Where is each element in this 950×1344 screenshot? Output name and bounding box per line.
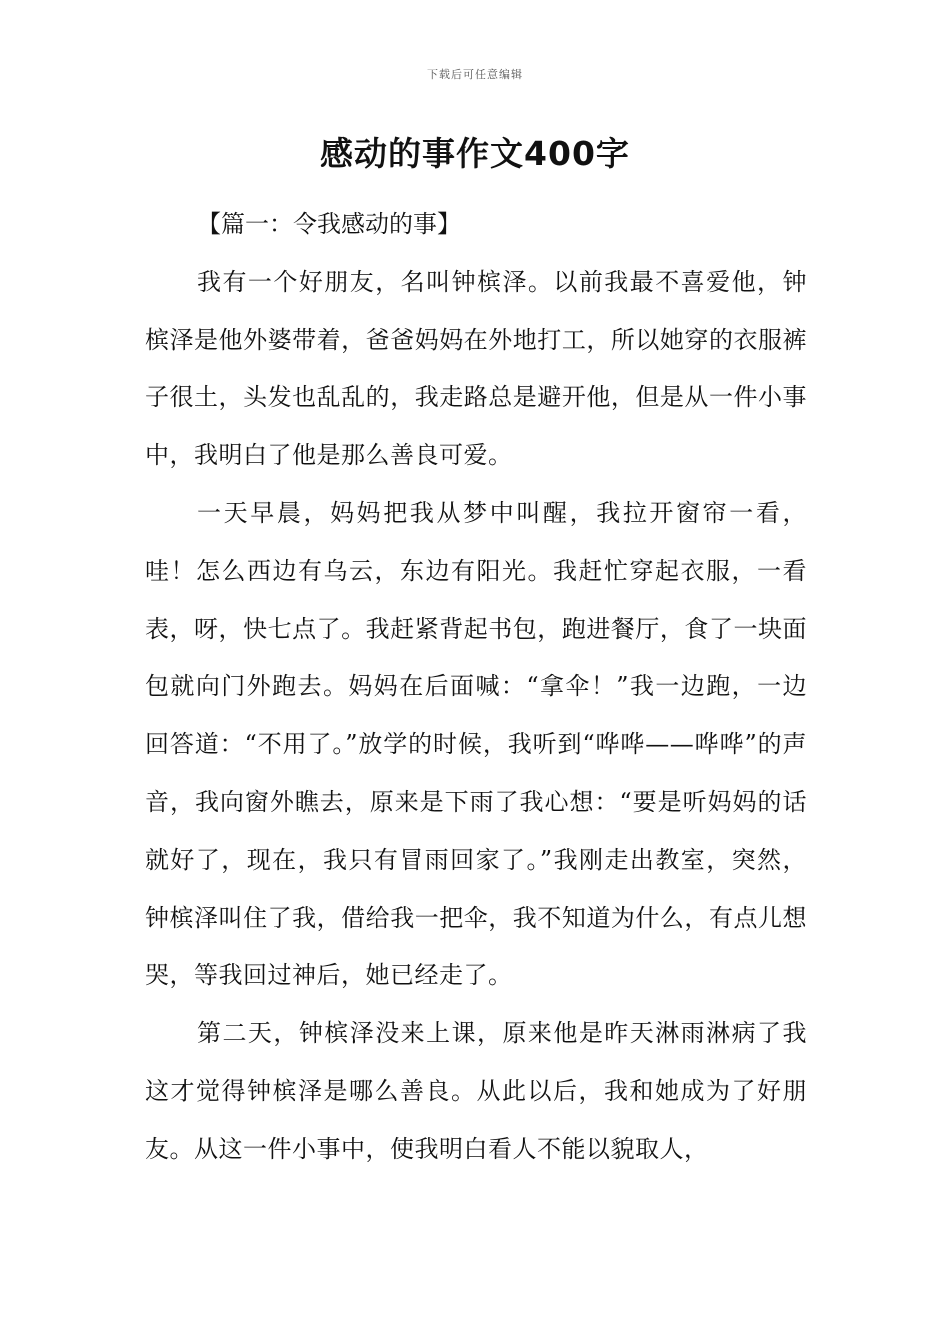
section-heading: 【篇一：令我感动的事】 <box>197 210 461 238</box>
document-title: 感动的事作文400字 <box>320 134 630 173</box>
document-body <box>145 196 807 1179</box>
header-note: 下载后可任意编辑 <box>427 68 523 81</box>
paragraph: 第二天，钟槟泽没来上课，原来他是昨天淋雨淋病了我这才觉得钟槟泽是哪么善良。从此以后，我和她成为了好朋友。从这一件小事中，使我明白看人不能以貌取人， <box>145 1019 807 1163</box>
paragraph: 一天早晨，妈妈把我从梦中叫醒，我拉开窗帘一看，哇！怎么西边有乌云，东边有阳光。我赶忙穿起衣服，一看表，呀，快七点了。我赶紧背起书包，跑进餐厅，食了一块面包就向门外跑去。妈妈在后面喊：“拿伞！”我一边跑，一边回答道：“不用了。”放学的时候，我听到“哗哗——哗哗”的声音，我向窗外瞧去，原来是下雨了我心想：“要是听妈妈的话就好了，现在，我只有冒雨回家了。”我刚走出教室，突然，钟槟泽叫住了我，借给我一把伞，我不知道为什么，有点儿想哭，等我回过神后，她已经走了。 <box>145 498 807 990</box>
paragraph: 我有一个好朋友，名叫钟槟泽。以前我最不喜爱他，钟槟泽是他外婆带着，爸爸妈妈在外地打工，所以她穿的衣服裤子很土，头发也乱乱的，我走路总是避开他，但是从一件小事中，我明白了他是那么善良可爱。 <box>145 267 807 470</box>
